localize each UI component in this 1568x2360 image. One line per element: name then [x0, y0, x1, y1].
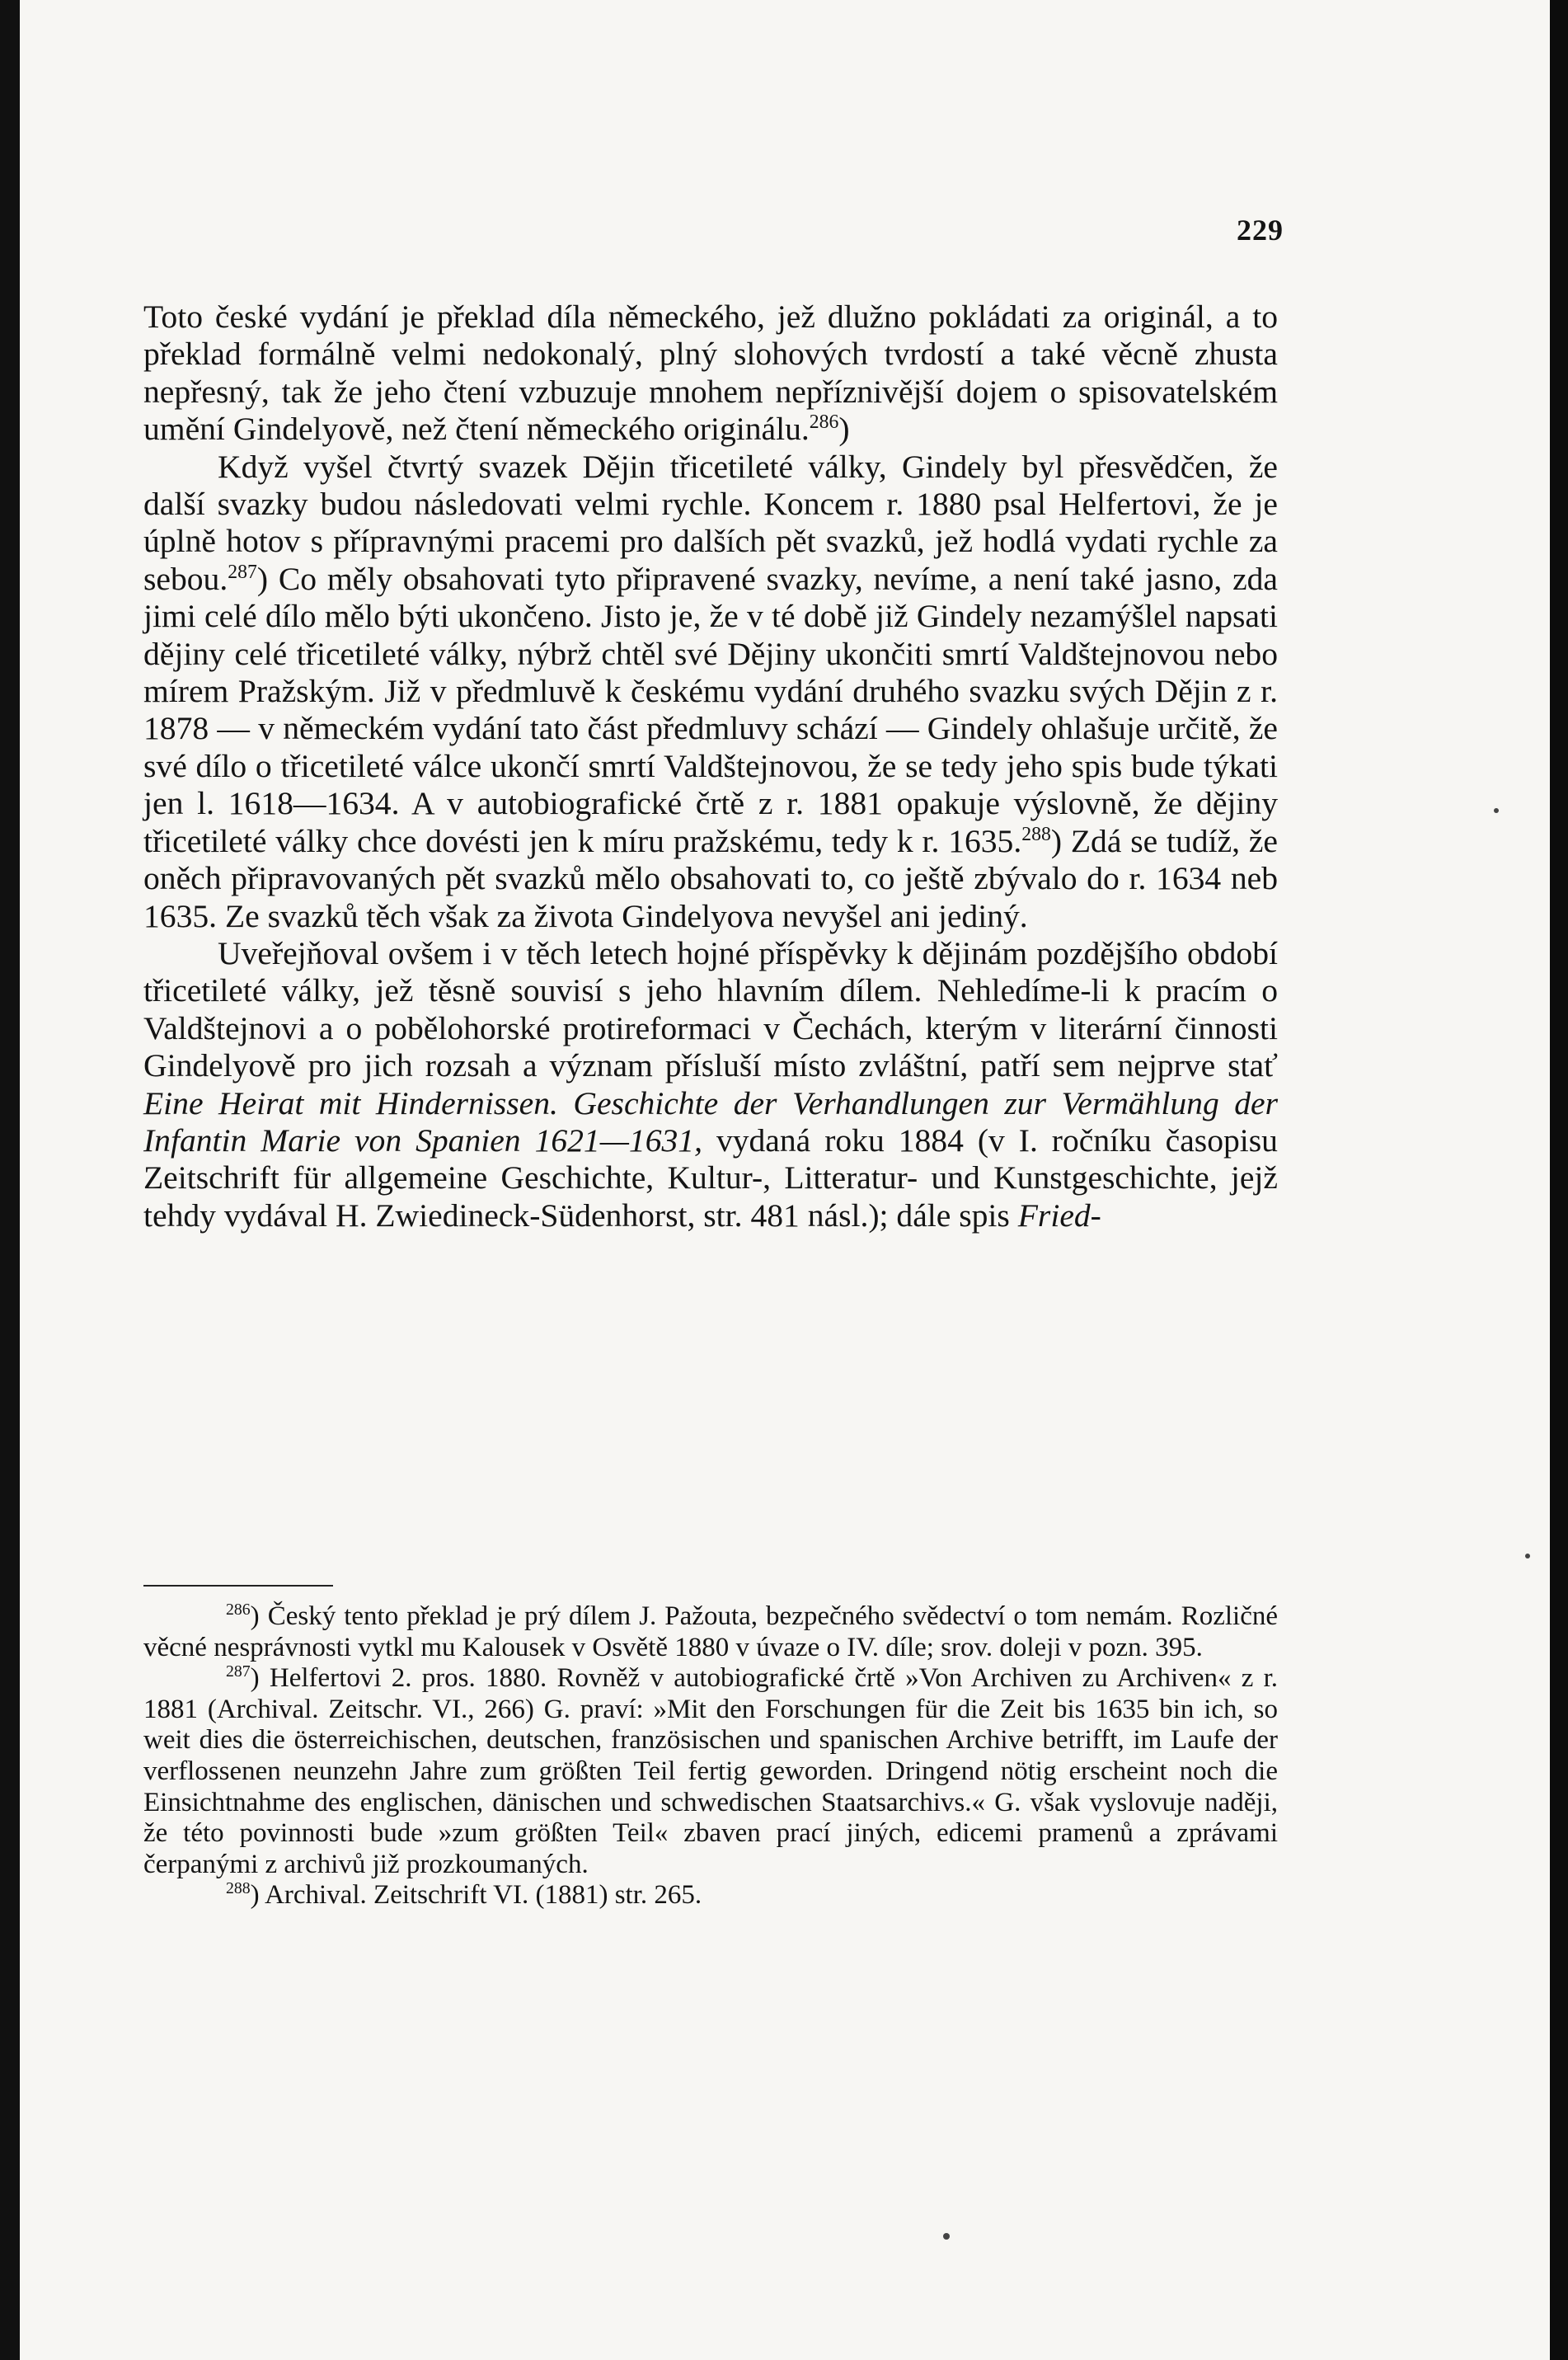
footnote-288: $^{288}$) Archival. Zeitschrift VI. (1881) str. 265.: [226, 1879, 702, 1911]
scan-speck: [943, 2233, 950, 2240]
scan-speck: [1494, 808, 1499, 813]
footnote-286-number: 286: [226, 1601, 251, 1619]
footnote-287-number: 287: [226, 1662, 251, 1681]
scan-edge-right: [1550, 0, 1568, 2360]
footnote-286: $^{286}$) Český tento překlad je prý dílem J. Pažouta, bezpečného svědectví o tom nemám. Rozličné věcné nesprávnosti vytkl mu Kalousek v Osvětě 1880 v úvaze o IV. díle; srov. doleji v pozn. 395.: [143, 1601, 1278, 1662]
paragraph-3-text-a: Uveřejňoval ovšem i v těch letech hojné příspěvky k dějinám pozdějšího období třicetileté války, jež těsně souvisí s jeho hlavním dílem. Nehledíme-li k pracím o Valdštejnovi a o pobělohorské protireformaci v Čechách, kterým v literární činnosti Gindelyově pro jich rozsah a význam přísluší místo zvláštní, patří sem nejprve stať: [143, 934, 1278, 1084]
main-text: [143, 299, 1278, 1234]
footnotes: [143, 1601, 1278, 1911]
footnote-287: $^{287}$) Helfertovi 2. pros. 1880. Rovněž v autobiografické črtě »Von Archiven zu Archiven« z r. 1881 (Archival. Zeitschr. VI., 266) G. praví: »Mit den Forschungen für die Zeit bis 1635 bin ich, so weit dies die österreichischen, deutschen, französischen und spanischen Archive betrifft, im Laufe der verflossenen neunzehn Jahre zum größten Teil fertig geworden. Dringend nötig erscheint noch die Einsichtnahme des englischen, dänischen und schwedischen Staatsarchivs.« G. však vyslovuje naději, že této povinnosti bude »zum größten Teil« zbaven prací jiných, edicemi pramenů a zprávami čerpanými z archivů již prozkoumaných.: [143, 1662, 1278, 1879]
footnote-286-text: Český tento překlad je prý dílem J. Pažouta, bezpečného svědectví o tom nemám. Rozličné věcné nesprávnosti vytkl mu Kalousek v Osvětě 1880 v úvaze o IV. díle; srov. doleji v pozn. 395.: [143, 1601, 1278, 1662]
footnote-287-text: Helfertovi 2. pros. 1880. Rovněž v autobiografické črtě »Von Archiven zu Archiven« z r. 1881 (Archival. Zeitschr. VI., 266) G. praví: »Mit den Forschungen für die Zeit bis 1635 bin ich, so weit dies die österreichischen, deutschen, französischen und spanischen Archive betrifft, im Laufe der verflossenen neunzehn Jahre zum größten Teil fertig geworden. Dringend nötig erscheint noch die Einsichtnahme des englischen, dänischen und schwedischen Staatsarchivs.« G. však vyslovuje naději, že této povinnosti bude »zum größten Teil« zbaven prací jiných, edicemi pramenů a zprávami čerpanými z archivů již prozkoumaných.: [143, 1663, 1278, 1879]
paragraph-1-text: Toto české vydání je překlad díla německého, jež dlužno pokládati za originál, a to překlad formálně velmi nedokonalý, plný slohových tvrdostí a také věcně zhusta nepřesný, tak že jeho čtení vzbuzuje mnohem nepříznivější dojem o spisovatelském umění Gindelyově, než čtení německého originálu.: [143, 299, 1278, 448]
paragraph-1: [143, 299, 1278, 449]
scan-speck: [1525, 1554, 1530, 1558]
paragraph-3-text-b: vydaná roku 1884 (v I. ročníku časopisu Zeitschrift für allgemeine Geschichte, Kultur-, Litteratur- und Kunstgeschichte, jejž tehdy vydával H. Zwiedineck-Südenhorst, str. 481 násl.); dále spis: [143, 1121, 1278, 1234]
paragraph-3-title: Eine Heirat mit Hindernissen. Geschichte der Verhandlungen zur Vermählung der Infantin Marie von Spanien 1621—1631,: [143, 1084, 1278, 1159]
paragraph-1-close: ): [838, 411, 850, 448]
paragraph-3: [143, 935, 1278, 1234]
book-page: [20, 0, 1550, 2360]
footnote-ref-286[interactable]: 286: [809, 411, 839, 434]
page-number: 229: [1237, 214, 1284, 247]
footnote-ref-288[interactable]: 288: [1021, 823, 1051, 845]
footnote-288-number: 288: [226, 1879, 251, 1898]
footnote-ref-287[interactable]: 287: [228, 561, 257, 583]
paragraph-2-text-a: Když vyšel čtvrtý svazek Dějin třicetileté války, Gindely byl přesvědčen, že další svazky budou následovati velmi rychle. Koncem r. 1880 psal Helfertovi, že je úplně hotov s přípravnými pracemi pro dalších pět svazků, jež hodlá vydati rychle za sebou.: [143, 448, 1278, 597]
footnote-rule: [143, 1585, 333, 1587]
paragraph-2: [143, 449, 1278, 935]
footnote-288-text: Archival. Zeitschrift VI. (1881) str. 265.: [265, 1880, 702, 1911]
scan-edge-left: [0, 0, 20, 2360]
paragraph-2-text-c: ) Zdá se tudíž, že oněch připravovaných pět svazků mělo obsahovati to, co ještě zbývalo do r. 1634 neb 1635. Ze svazků těch však za života Gindelyova nevyšel ani jediný.: [143, 822, 1278, 934]
paragraph-2-text-b: ) Co měly obsahovati tyto připravené svazky, nevíme, a není také jasno, zda jimi celé dílo mělo býti ukončeno. Jisto je, že v té době již Gindely nezamýšlel napsati dějiny celé třicetileté války, nýbrž chtěl své Dějiny ukončiti smrtí Valdštejnovou nebo mírem Pražským. Již v předmluvě k českému vydání druhého svazku svých Dějin z r. 1878 — v německém vydání tato část předmluvy schází — Gindely ohlašuje určitě, že své dílo o třicetileté válce ukončí smrtí Valdštejnovou, že se tedy jeho spis bude týkati jen l. 1618—1634. A v autobiografické črtě z r. 1881 opakuje výslovně, že dějiny třicetileté války chce dovésti jen k míru pražskému, tedy k r. 1635.: [143, 560, 1278, 859]
paragraph-3-end: Fried-: [1017, 1196, 1101, 1234]
